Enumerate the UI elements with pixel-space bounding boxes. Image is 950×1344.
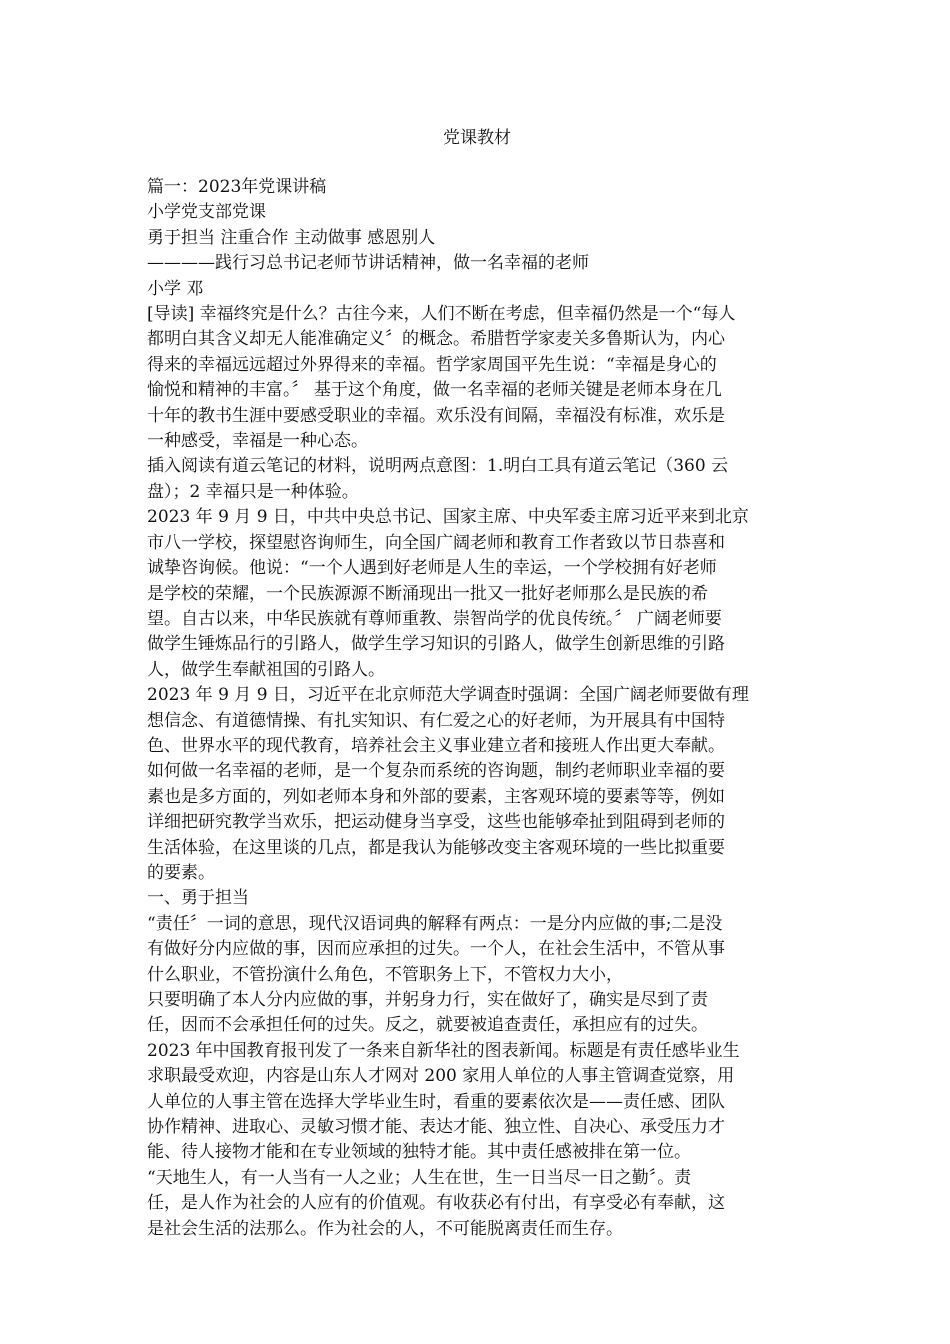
- text-line: 能、待人接物才能和在专业领域的独特才能。其中责任感被排在第一位。: [147, 1142, 691, 1163]
- paragraph-intro: [147, 302, 807, 454]
- text-line: 盘）；2 幸福只是一种体验。: [147, 481, 359, 502]
- text-line: 素也是多方面的，列如老师本身和外部的要素，主客观环境的要素等等，例如: [147, 786, 725, 807]
- paragraph-note: [147, 454, 807, 505]
- text-line: 是学校的荣耀，一个民族源源不断涌现出一批又一批好老师那么是民族的希: [147, 583, 708, 604]
- text-line: 2023 年 9 月 9 日，中共中央总书记、国家主席、中央军委主席习近平来到北京: [147, 507, 749, 528]
- section-heading: [147, 886, 807, 911]
- text-line: 如何做一名幸福的老师，是一个复杂而系统的咨询题，制约老师职业幸福的要: [147, 761, 725, 782]
- text-line: 任，因而不会承担任何的过失。反之，就要被追查责任，承担应有的过失。: [147, 1015, 708, 1036]
- text-line: 十年的教书生涯中要感受职业的幸福。欢乐没有间隔，幸福没有标准，欢乐是: [147, 405, 725, 426]
- document-body: [147, 175, 807, 1242]
- paragraph-survey: [147, 1039, 807, 1166]
- text-line: 只要明确了本人分内应做的事，并躬身力行，实在做好了，确实是尽到了责: [147, 990, 708, 1010]
- text-line: 市八一学校，探望慰咨询师生，向全国广阔老师和教育工作者致以节日恭喜和: [147, 532, 725, 553]
- text-line: 人单位的人事主管在选择大学毕业生时，看重的要素依次是——责任感、团队: [147, 1091, 725, 1112]
- author-line: 小学 邓: [147, 278, 204, 299]
- text-line: 求职最受欢迎，内容是山东人才网对 200 家用人单位的人事主管调查觉察，用: [147, 1066, 735, 1087]
- text-line: 得来的幸福远远超过外界得来的幸福。哲学家周国平先生说：“幸福是身心的: [147, 354, 717, 375]
- paragraph-duty: [147, 988, 807, 1039]
- text-line: 详细把研究教学当欢乐，把运动健身当享受，这些也能够牵扯到阻碍到老师的: [147, 812, 725, 833]
- text-line: 2023 年 9 月 9 日，习近平在北京师范大学调查时强调：全国广阔老师要做有理: [147, 685, 749, 706]
- paragraph-quote: [147, 1166, 807, 1242]
- paragraph-factors: [147, 759, 807, 886]
- text-line: 2023 年中国教育报刊发了一条来自新华社的图表新闻。标题是有责任感毕业生: [147, 1040, 740, 1061]
- text-line: 都明白其含义却无人能准确定义〞的概念。希腊哲学家麦关多鲁斯认为，内心: [147, 329, 725, 350]
- text-line: 什么职业，不管扮演什么角色，不管职务上下，不管权力大小，: [147, 964, 623, 985]
- paragraph-responsibility: [147, 912, 807, 988]
- text-line: 有做好分内应做的事，因而应承担的过失。一个人，在社会生活中，不管从事: [147, 939, 725, 960]
- text-line: 的要素。: [147, 862, 215, 883]
- text-line: 人，做学生奉献祖国的引路人。: [147, 659, 385, 680]
- lesson-subtitle: ————践行习总书记老师节讲话精神，做一名幸福的老师: [147, 253, 589, 274]
- text-line: 协作精神、进取心、灵敏习惯才能、表达才能、独立性、自决心、承受压力才: [147, 1117, 725, 1138]
- text-line: 望。自古以来，中华民族就有尊师重教、崇智尚学的优良传统。〞 广阔老师要: [147, 608, 722, 629]
- text-line: “责任〞一词的意思，现代汉语词典的解释有两点：一是分内应做的事;二是没: [147, 913, 723, 934]
- text-line: 愉悦和精神的丰富。〞 基于这个角度，做一名幸福的老师关键是老师本身在几: [147, 380, 722, 401]
- text-line: 生活体验，在这里谈的几点，都是我认为能够改变主客观环境的一些比拟重要: [147, 837, 725, 858]
- text-line: 是社会生活的法那么。作为社会的人，不可能脱离责任而生存。: [147, 1218, 623, 1239]
- text-line: 诚挚咨询候。他说：“一个人遇到好老师是人生的幸运，一个学校拥有好老师: [147, 558, 717, 579]
- text-line: 色、世界水平的现代教育，培养社会主义事业建立者和接班人作出更大奉献。: [147, 735, 725, 756]
- paragraph-bnu: [147, 683, 807, 759]
- lesson-heading: 篇一：2023年党课讲稿: [147, 177, 327, 197]
- section-heading-text: 一、勇于担当: [147, 888, 249, 909]
- branch-name: 小学党支部党课: [147, 202, 266, 223]
- text-line: 插入阅读有道云笔记的材料，说明两点意图：1.明白工具有道云笔记（360 云: [147, 456, 729, 477]
- text-line: “天地生人，有一人当有一人之业；人生在世，生一日当尽一日之勤〞。责: [147, 1167, 692, 1188]
- text-line: 想信念、有道德情操、有扎实知识、有仁爱之心的好老师，为开展具有中国特: [147, 710, 725, 731]
- document-title: 党课教材: [443, 128, 511, 148]
- lesson-theme: 勇于担当 注重合作 主动做事 感恩别人: [147, 227, 436, 248]
- paragraph-speech: [147, 505, 807, 683]
- text-line: 做学生锤炼品行的引路人，做学生学习知识的引路人，做学生创新思维的引路: [147, 634, 725, 655]
- text-line: [导读] 幸福终究是什么？古往今来，人们不断在考虑，但幸福仍然是一个“每人: [147, 304, 736, 325]
- text-line: 一种感受，幸福是一种心态。: [147, 431, 368, 452]
- text-line: 任，是人作为社会的人应有的价值观。有收获必有付出，有享受必有奉献，这: [147, 1193, 725, 1214]
